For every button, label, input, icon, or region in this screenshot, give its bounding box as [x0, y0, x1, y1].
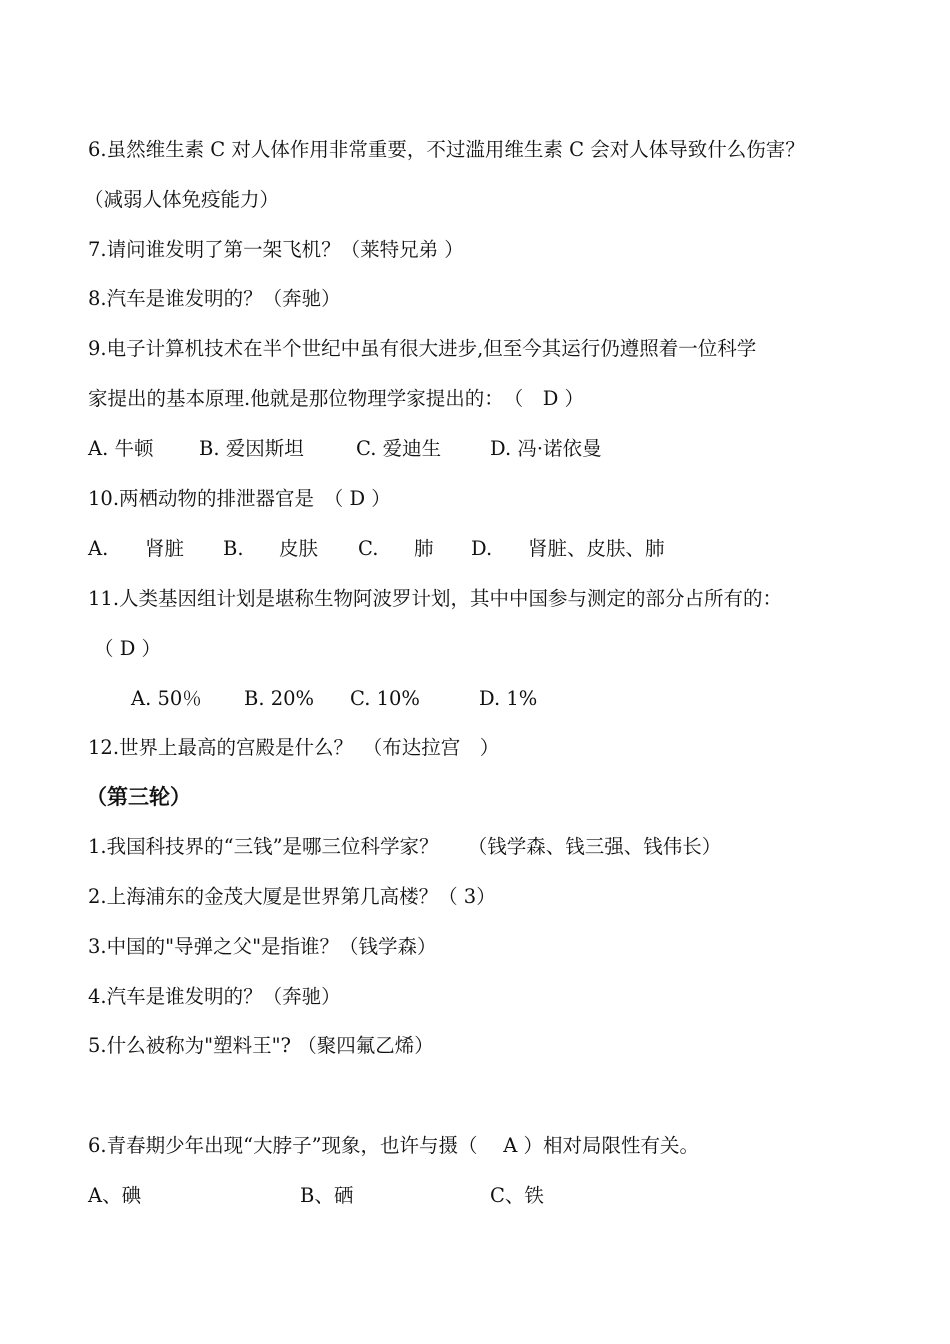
round3-question-6: 6.青春期少年出现“大脖子”现象，也许与摄（ A ）相对局限性有关。 [88, 1134, 700, 1157]
round3-question-6-options [88, 1182, 688, 1210]
option-d-letter: D. [471, 537, 493, 560]
question-9-options [88, 435, 788, 463]
option-a-letter: A. [88, 537, 109, 560]
option-c: C. 10% [350, 687, 420, 710]
question-11-line-1: 11.人类基因组计划是堪称生物阿波罗计划，其中中国参与测定的部分占所有的： [88, 587, 783, 610]
option-c-text: 肺 [414, 537, 434, 560]
round3-question-5: 5.什么被称为"塑料王"? （聚四氟乙烯） [88, 1034, 434, 1057]
option-b-letter: B. [223, 537, 244, 560]
question-9-line-1: 9.电子计算机技术在半个世纪中虽有很大进步,但至今其运行仍遵照着一位科学 [88, 337, 757, 360]
option-b: B、硒 [300, 1184, 354, 1207]
question-12: 12.世界上最高的宫殿是什么？ （布达拉宫 ） [88, 736, 500, 759]
round3-question-4: 4.汽车是谁发明的？（奔驰） [88, 985, 341, 1008]
question-6-answer: （减弱人体免疫能力） [84, 188, 280, 211]
question-9-line-2: 家提出的基本原理.他就是那位物理学家提出的： （ D ） [88, 387, 585, 410]
option-d: D. 冯·诺依曼 [490, 437, 602, 460]
question-8: 8.汽车是谁发明的？（奔驰） [88, 287, 341, 310]
option-a-text: 肾脏 [145, 537, 185, 560]
question-11-options [131, 685, 731, 713]
option-c: C. 爱迪生 [356, 437, 442, 460]
question-10-options [88, 535, 788, 563]
question-6: 6.虽然维生素 C 对人体作用非常重要，不过滥用维生素 C 会对人体导致什么伤害？ [88, 138, 805, 161]
option-d: D. 1% [479, 687, 538, 710]
option-b-text: 皮肤 [279, 537, 319, 560]
question-11-line-2: （ D ） [94, 637, 162, 660]
option-a: A、碘 [88, 1184, 142, 1207]
option-c: C、铁 [490, 1184, 544, 1207]
option-a: A. 牛顿 [88, 437, 154, 460]
option-a: A. 50％ [131, 687, 202, 710]
option-d-text: 肾脏、皮肤、肺 [528, 537, 665, 560]
round3-question-1: 1.我国科技界的“三钱”是哪三位科学家？ （钱学森、钱三强、钱伟长） [88, 835, 722, 858]
question-7: 7.请问谁发明了第一架飞机？（莱特兄弟 ） [88, 238, 464, 261]
section-heading: （第三轮） [86, 784, 191, 809]
round3-question-3: 3.中国的"导弹之父"是指谁？（钱学森） [88, 935, 437, 958]
round3-question-2: 2.上海浦东的金茂大厦是世界第几高楼？（ 3） [88, 885, 496, 908]
question-10: 10.两栖动物的排泄器官是 （ D ） [88, 487, 391, 510]
option-b: B. 20% [244, 687, 315, 710]
option-c-letter: C. [358, 537, 379, 560]
option-b: B. 爱因斯坦 [199, 437, 304, 460]
